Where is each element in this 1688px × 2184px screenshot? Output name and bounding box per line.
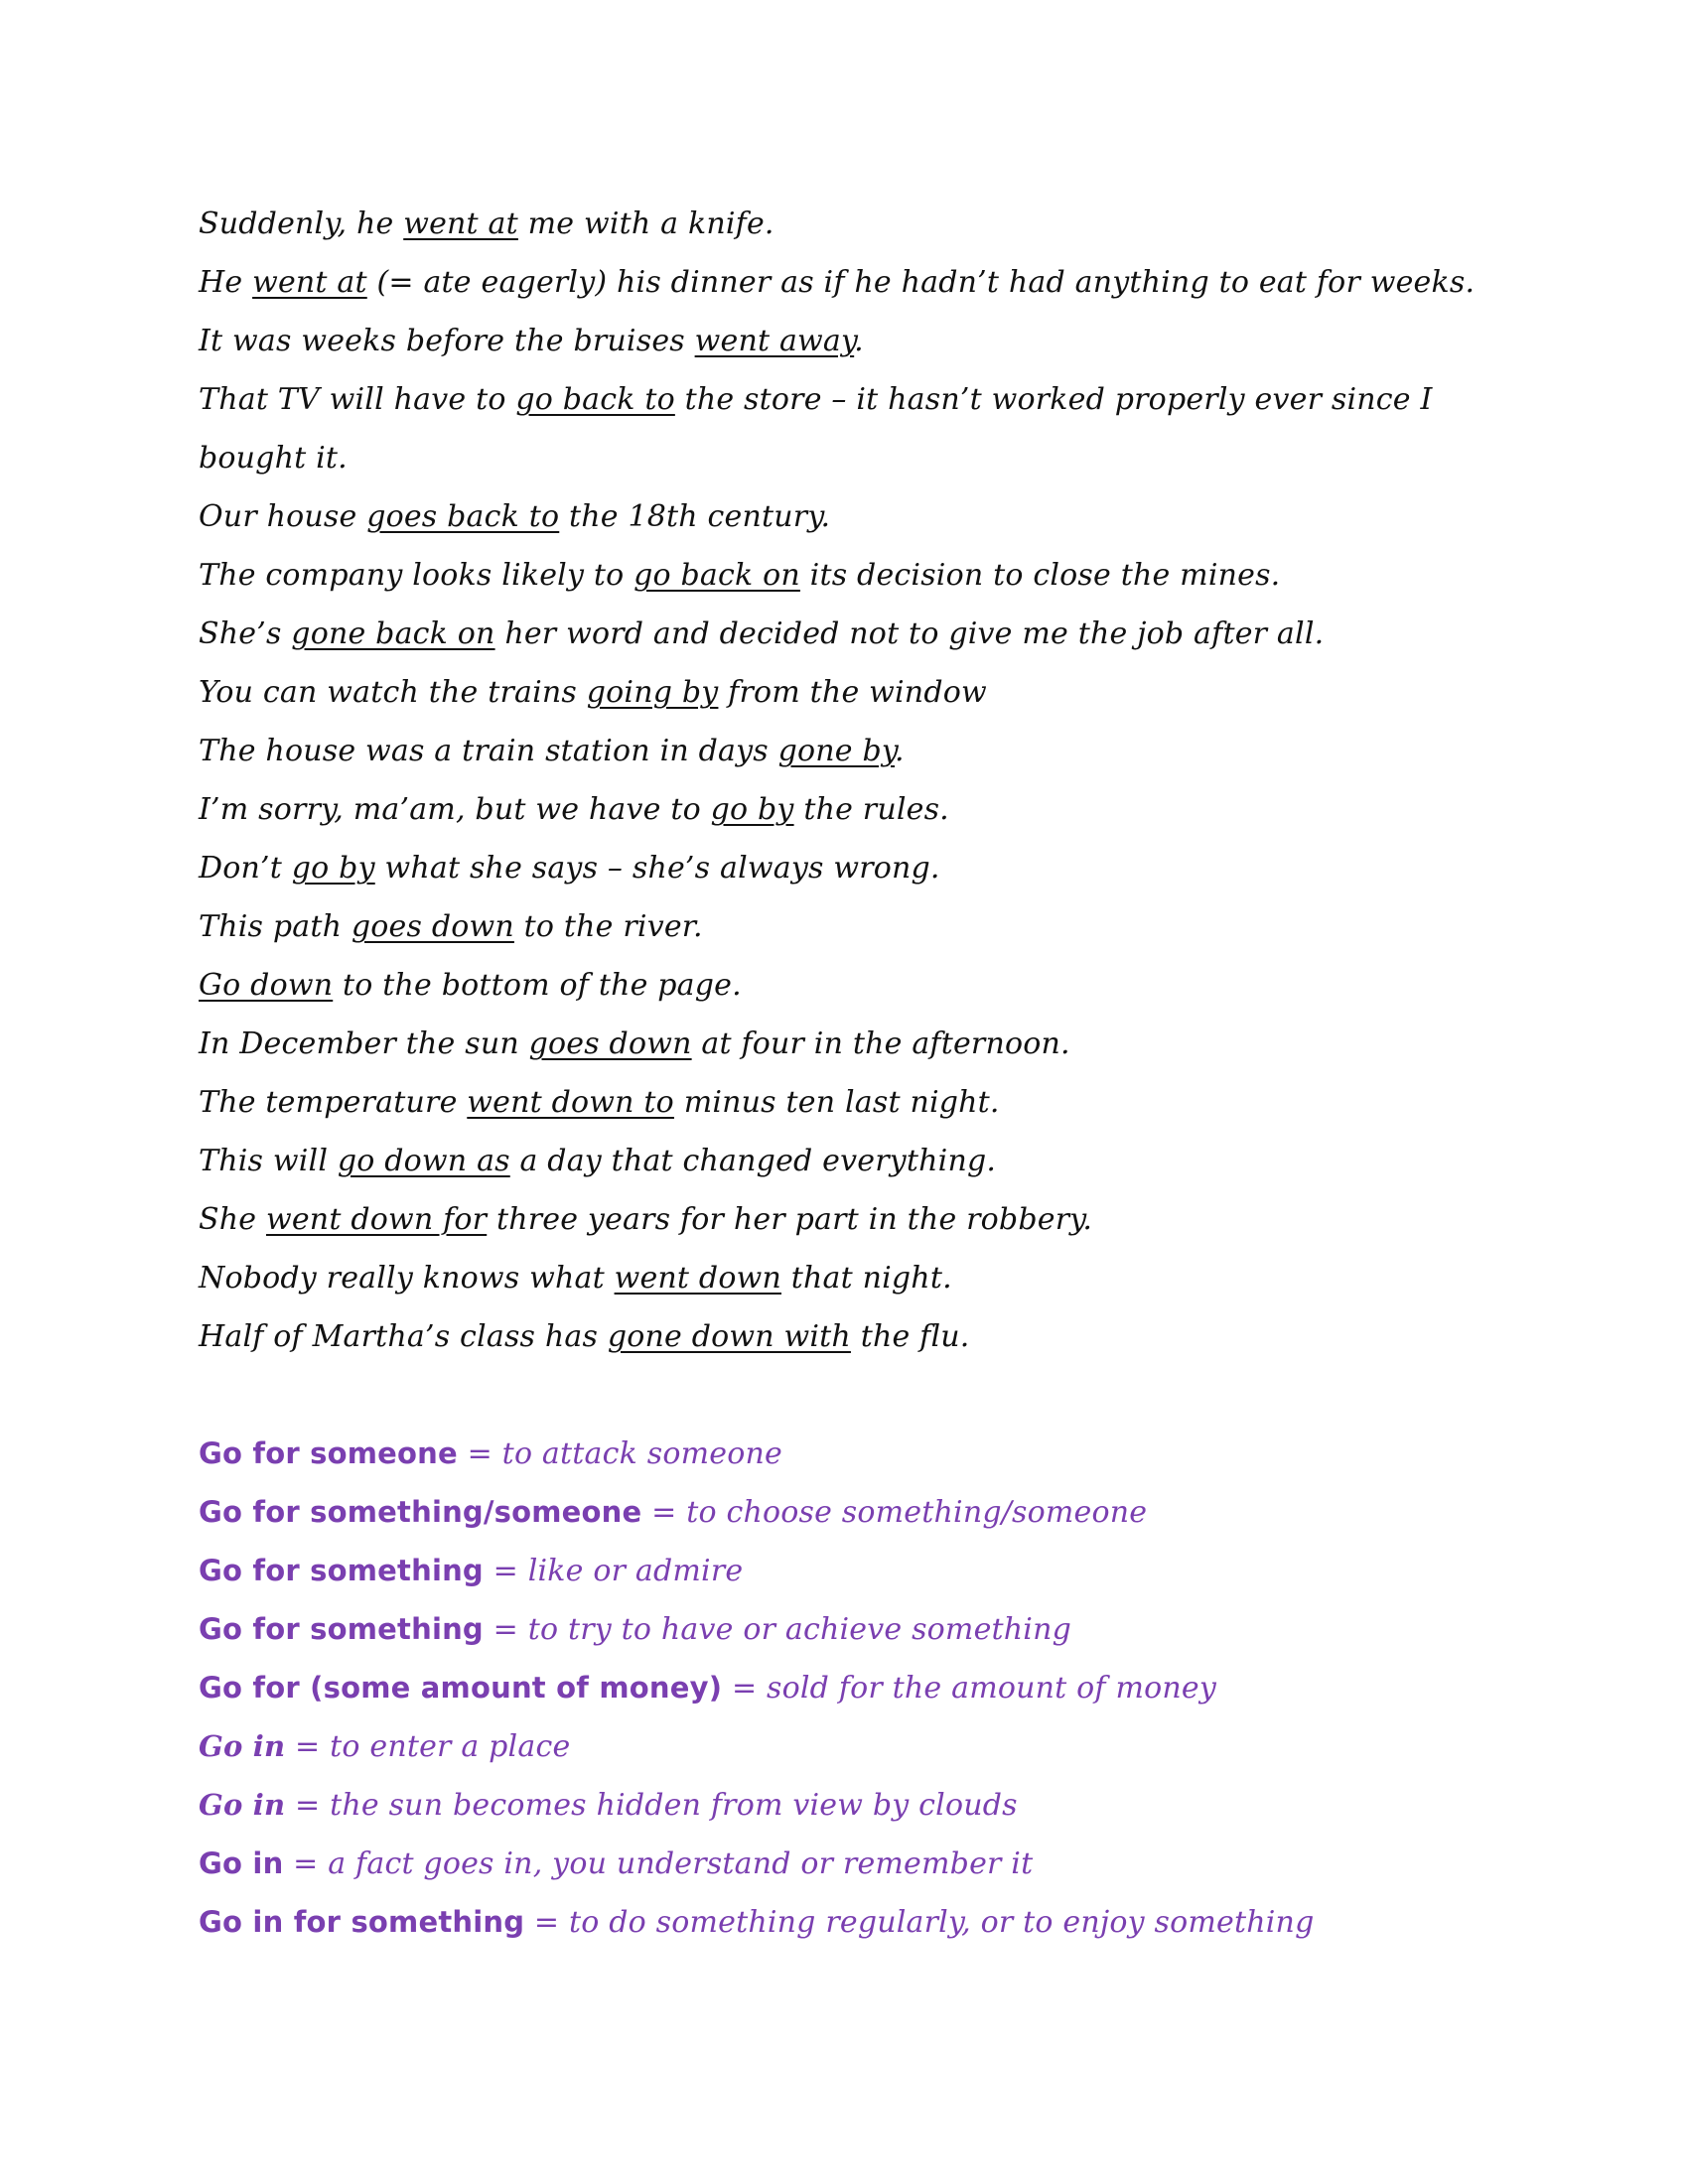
definition-term: Go for something/someone (199, 1495, 642, 1529)
example-sentence (199, 722, 1489, 780)
definition-term: Go in for something (199, 1905, 525, 1939)
phrasal-verb: went down to (467, 1085, 674, 1120)
definition-line (199, 1542, 1489, 1600)
example-sentence (199, 253, 1489, 312)
sentence-text: that night. (781, 1261, 952, 1296)
sentence-text: the store – it hasn’t worked properly ever since I (674, 382, 1433, 417)
sentence-text: what she says – she’s always wrong. (374, 851, 940, 886)
definition-meaning: = a fact goes in, you understand or remember it (283, 1846, 1034, 1881)
example-sentence-continuation (199, 429, 1489, 487)
definition-line (199, 1893, 1489, 1952)
sentence-text: a day that changed everything. (509, 1144, 997, 1178)
example-sentence (199, 663, 1489, 722)
sentence-text: to the bottom of the page. (333, 968, 742, 1003)
sentence-text: The company looks likely to (199, 558, 634, 593)
phrasal-verb: went at (403, 206, 518, 241)
example-sentence (199, 1307, 1489, 1366)
sentence-text: He (199, 265, 253, 300)
phrasal-verb: went down (614, 1261, 781, 1296)
sentence-text: The house was a train station in days (199, 734, 778, 768)
sentence-text: She (199, 1202, 266, 1237)
phrasal-verb: Go down (199, 968, 334, 1003)
phrasal-verb: goes back to (366, 499, 560, 534)
phrasal-verb: goes down (528, 1026, 692, 1061)
definition-meaning: = like or admire (483, 1554, 744, 1588)
definition-line (199, 1835, 1489, 1893)
phrasal-verb: going by (586, 675, 719, 710)
sentence-text: bought it. (199, 441, 348, 476)
phrasal-verb: gone down with (607, 1319, 851, 1354)
phrasal-verb: go down as (337, 1144, 510, 1178)
sentence-text: Don’t (199, 851, 292, 886)
example-sentence (199, 195, 1489, 253)
sentence-text: the flu. (850, 1319, 970, 1354)
definition-term: Go for someone (199, 1436, 458, 1470)
sentence-text: . (895, 734, 905, 768)
definition-meaning: = to choose something/someone (641, 1495, 1148, 1530)
sentence-text: Our house (199, 499, 367, 534)
example-sentence (199, 1073, 1489, 1132)
phrasal-verb: go back on (633, 558, 800, 593)
definition-meaning: = to try to have or achieve something (483, 1612, 1072, 1647)
sentence-text: Suddenly, he (199, 206, 404, 241)
definition-meaning: = to enter a place (285, 1729, 571, 1764)
phrasal-verb: gone back on (291, 616, 495, 651)
example-sentence (199, 780, 1489, 839)
sentence-text: In December the sun (199, 1026, 529, 1061)
sentence-text: You can watch the trains (199, 675, 587, 710)
phrasal-verb: went away (694, 324, 855, 358)
example-sentence (199, 1132, 1489, 1190)
definition-term: Go in (199, 1729, 286, 1763)
sentence-text: to the river. (513, 909, 703, 944)
sentence-text: the rules. (793, 792, 949, 827)
example-sentence (199, 1190, 1489, 1249)
sentence-text: three years for her part in the robbery. (487, 1202, 1093, 1237)
definition-meaning: = the sun becomes hidden from view by clouds (285, 1788, 1018, 1823)
sentence-text: from the window (718, 675, 987, 710)
definition-line (199, 1717, 1489, 1776)
definition-term: Go for something (199, 1554, 484, 1587)
phrasal-verb: went at (252, 265, 367, 300)
definition-line (199, 1483, 1489, 1542)
example-sentence (199, 370, 1489, 429)
definition-line (199, 1600, 1489, 1659)
definition-term: Go for something (199, 1612, 484, 1646)
example-sentence (199, 605, 1489, 663)
sentence-text: The temperature (199, 1085, 468, 1120)
sentence-text: minus ten last night. (673, 1085, 1000, 1120)
example-sentence (199, 956, 1489, 1015)
definition-meaning: = to attack someone (457, 1436, 782, 1471)
section-spacer (199, 1366, 1489, 1425)
sentence-text: the 18th century. (559, 499, 831, 534)
sentence-text: its decision to close the mines. (799, 558, 1281, 593)
phrasal-verb: goes down (351, 909, 514, 944)
sentence-text: me with a knife. (517, 206, 774, 241)
definition-line (199, 1776, 1489, 1835)
definition-term: Go in (199, 1788, 286, 1822)
definition-term: Go in (199, 1846, 284, 1880)
phrasal-verb: went down for (265, 1202, 488, 1237)
definition-meaning: = sold for the amount of money (722, 1671, 1216, 1706)
definition-line (199, 1659, 1489, 1717)
phrasal-verb: go back to (515, 382, 675, 417)
example-sentence (199, 839, 1489, 897)
sentence-text: her word and decided not to give me the job after all. (494, 616, 1325, 651)
sentence-text: This will (199, 1144, 338, 1178)
example-sentence (199, 487, 1489, 546)
phrasal-verb: go by (710, 792, 794, 827)
sentence-text: I’m sorry, ma’am, but we have to (199, 792, 711, 827)
phrasal-verb: go by (291, 851, 375, 886)
definition-line (199, 1425, 1489, 1483)
example-sentence (199, 546, 1489, 605)
example-sentence (199, 312, 1489, 370)
sentence-text: This path (199, 909, 352, 944)
sentence-text: (= ate eagerly) his dinner as if he hadn’t had anything to eat for weeks. (366, 265, 1476, 300)
sentence-text: She’s (199, 616, 292, 651)
sentence-text: That TV will have to (199, 382, 516, 417)
definition-meaning: = to do something regularly, or to enjoy something (524, 1905, 1315, 1940)
sentence-text: Half of Martha’s class has (199, 1319, 608, 1354)
example-sentence (199, 1249, 1489, 1307)
phrasal-verb: gone by (777, 734, 896, 768)
example-sentence (199, 897, 1489, 956)
document-body (199, 195, 1489, 1952)
example-sentence (199, 1015, 1489, 1073)
sentence-text: at four in the afternoon. (691, 1026, 1070, 1061)
sentence-text: Nobody really knows what (199, 1261, 615, 1296)
sentence-text: It was weeks before the bruises (199, 324, 695, 358)
definition-term: Go for (some amount of money) (199, 1671, 723, 1705)
sentence-text: . (854, 324, 864, 358)
